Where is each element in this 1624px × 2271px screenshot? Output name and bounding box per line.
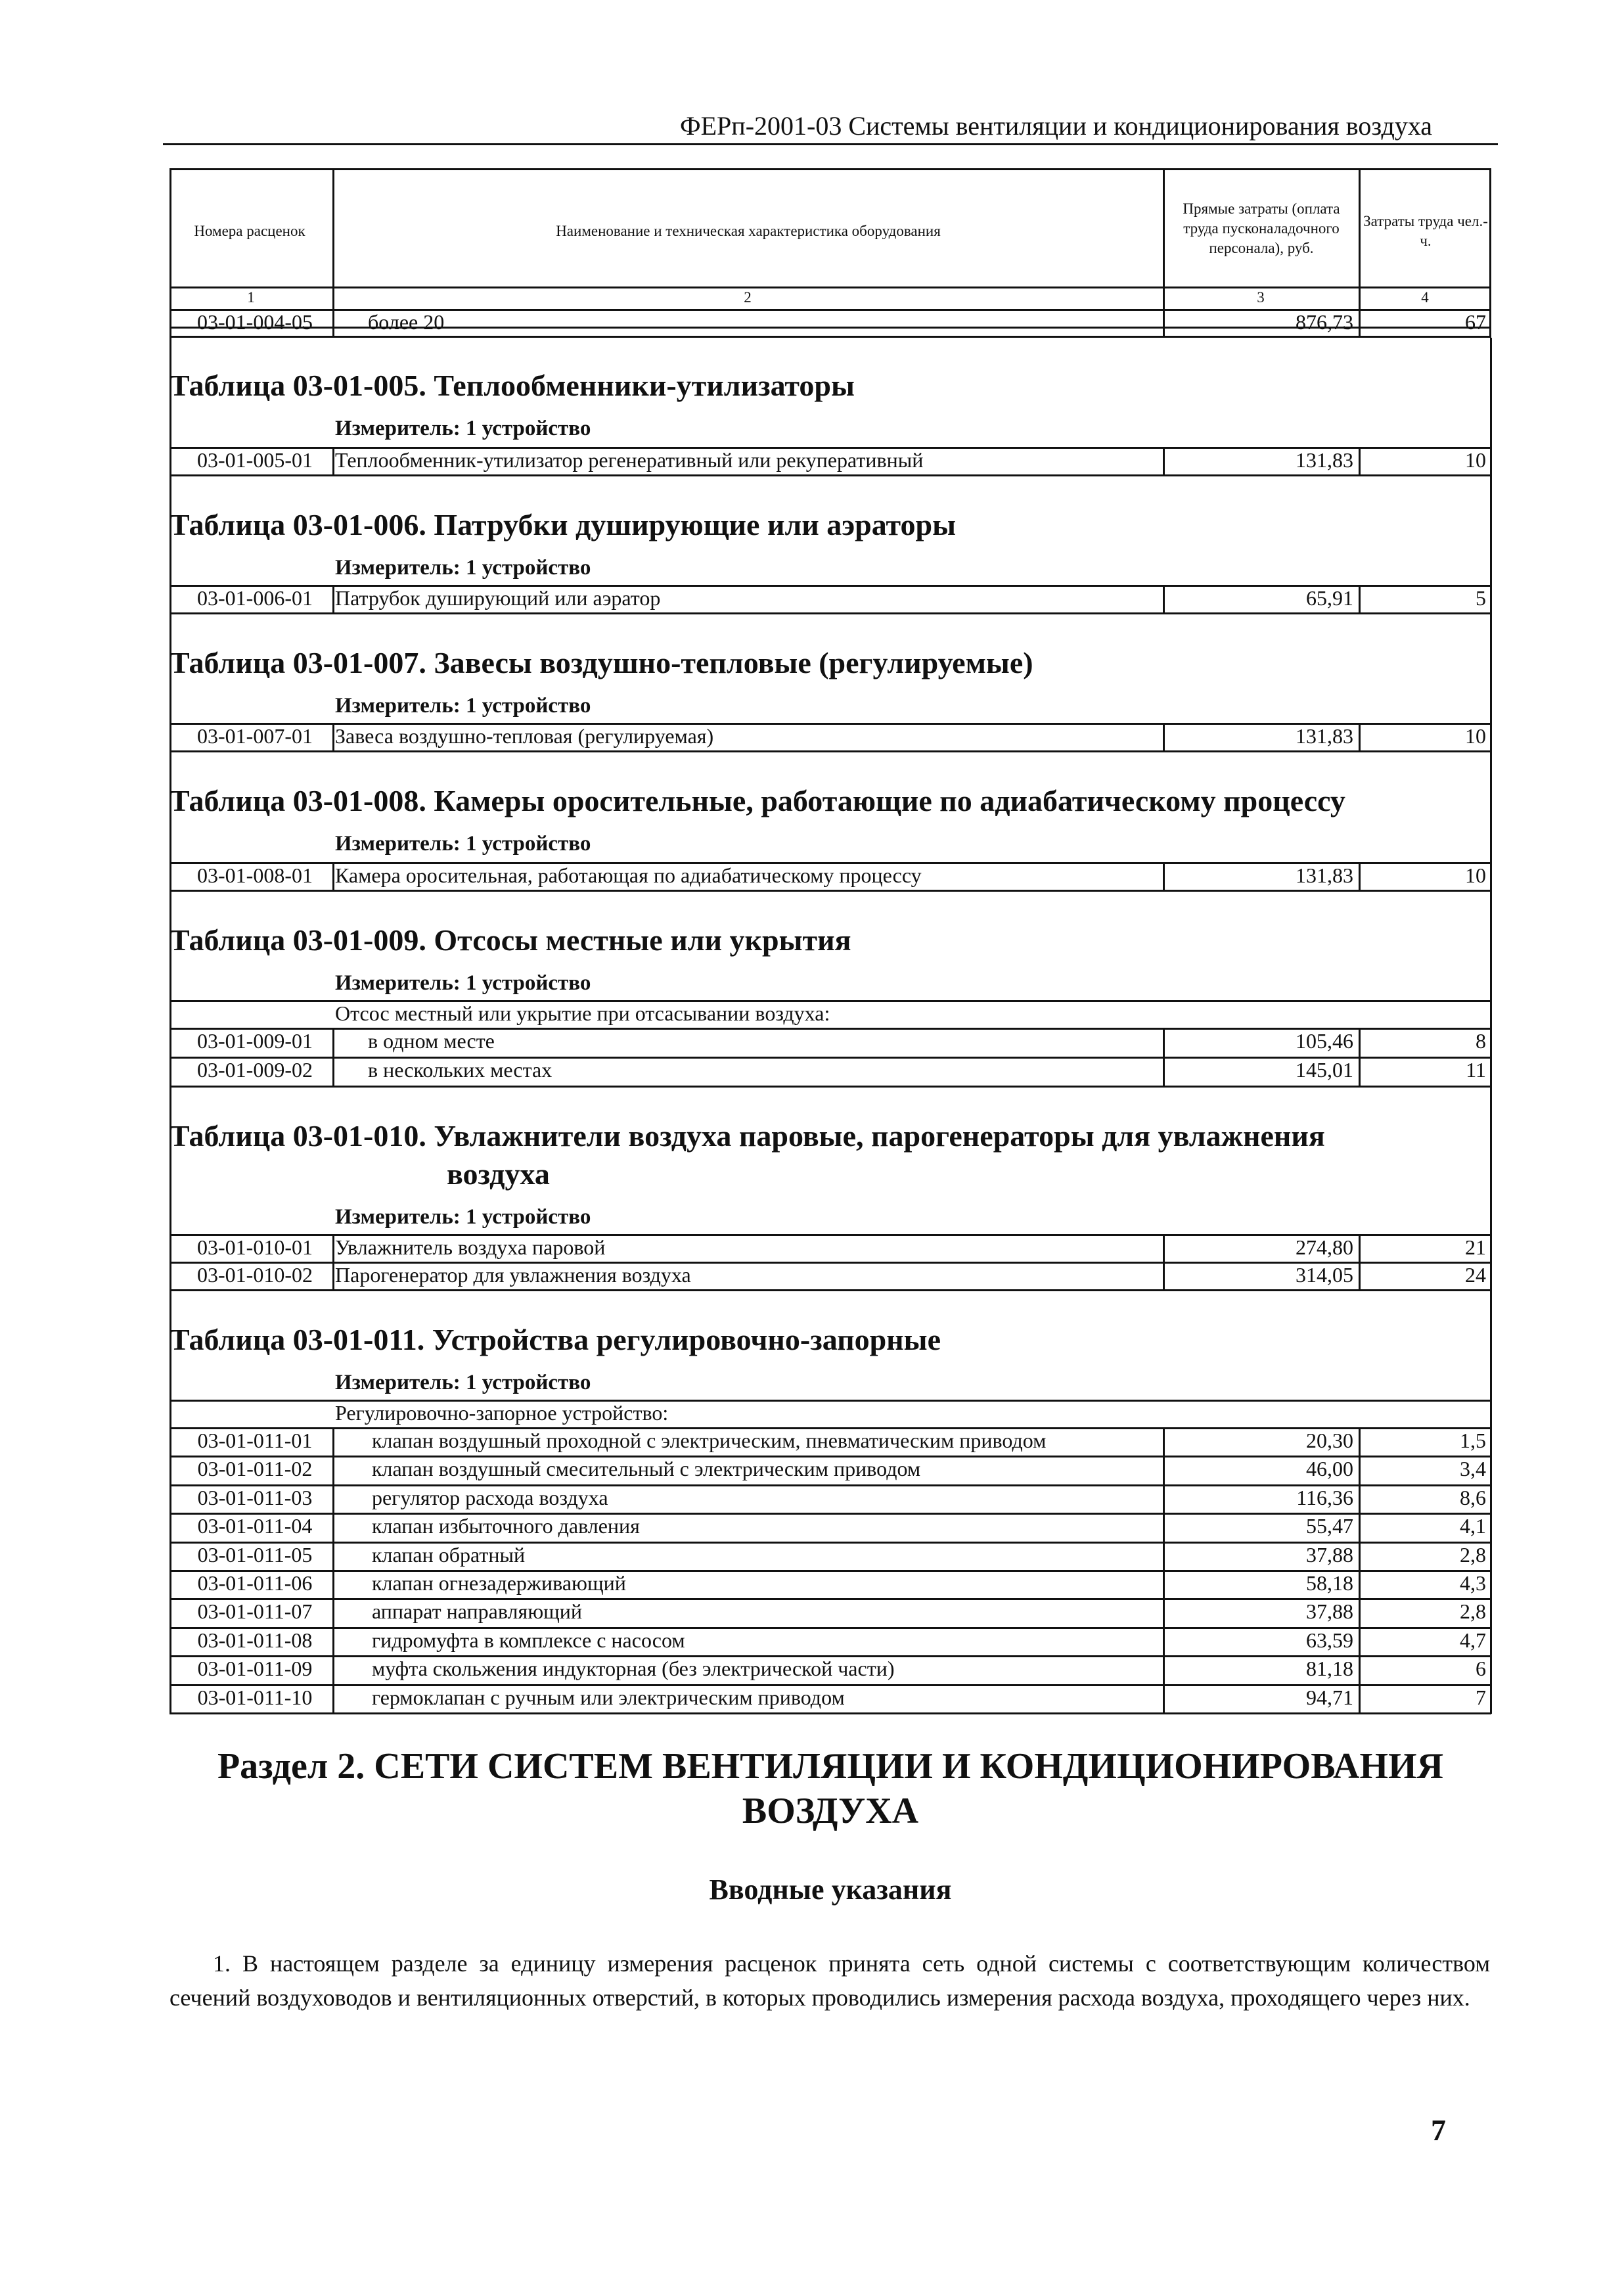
table-title-009: Таблица 03-01-009. Отсосы местные или укрытия bbox=[169, 923, 851, 957]
unit-011: Измеритель: 1 устройство bbox=[335, 1371, 591, 1394]
table-title-007: Таблица 03-01-007. Завесы воздушно-тепловые (регулируемые) bbox=[169, 646, 1033, 679]
row-cost: 20,30 bbox=[1306, 1429, 1353, 1452]
unit-010: Измеритель: 1 устройство bbox=[335, 1205, 591, 1229]
section-title-line2: ВОЗДУХА bbox=[742, 1791, 919, 1831]
row-labor: 10 bbox=[1465, 448, 1486, 472]
table-title-008: Таблица 03-01-008. Камеры оросительные, работающие по адиабатическому процессу bbox=[169, 784, 1345, 817]
table-row bbox=[0, 1684, 1624, 1713]
row-labor: 11 bbox=[1466, 1058, 1486, 1082]
row-labor: 6 bbox=[1476, 1657, 1486, 1680]
group-label-011: Регулировочно-запорное устройство: bbox=[335, 1401, 669, 1425]
row-code: 03-01-011-08 bbox=[197, 1628, 313, 1652]
table-row bbox=[0, 585, 1624, 614]
row-cost: 81,18 bbox=[1306, 1657, 1353, 1680]
table-row bbox=[0, 309, 1624, 338]
row-cost: 58,18 bbox=[1306, 1571, 1353, 1595]
row-labor: 10 bbox=[1465, 863, 1486, 887]
row-cost: 116,36 bbox=[1296, 1486, 1353, 1509]
header-rule bbox=[163, 143, 1498, 145]
row-labor: 4,3 bbox=[1460, 1571, 1486, 1595]
row-code: 03-01-006-01 bbox=[197, 586, 313, 610]
row-cost: 131,83 bbox=[1296, 724, 1353, 748]
row-cost: 145,01 bbox=[1296, 1058, 1353, 1082]
header-divider bbox=[169, 287, 1491, 288]
row-code: 03-01-011-04 bbox=[197, 1514, 313, 1538]
row-labor: 2,8 bbox=[1460, 1599, 1486, 1623]
row-cost: 65,91 bbox=[1306, 586, 1353, 610]
row-labor: 4,7 bbox=[1460, 1628, 1486, 1652]
row-name: регулятор расхода воздуха bbox=[372, 1486, 608, 1509]
table-row bbox=[0, 723, 1624, 752]
table-row bbox=[0, 1655, 1624, 1684]
row-cost: 105,46 bbox=[1296, 1029, 1353, 1053]
row-labor: 3,4 bbox=[1460, 1457, 1486, 1480]
unit-005: Измеритель: 1 устройство bbox=[335, 417, 591, 440]
row-code: 03-01-011-03 bbox=[197, 1486, 313, 1509]
table-row bbox=[0, 1570, 1624, 1599]
table-title-010-line1: Таблица 03-01-010. Увлажнители воздуха паровые, парогенераторы для увлажнения bbox=[169, 1119, 1325, 1153]
row-cost: 131,83 bbox=[1296, 448, 1353, 472]
table-row bbox=[0, 1234, 1624, 1263]
row-code: 03-01-008-01 bbox=[197, 863, 313, 887]
row-name: Теплообменник-утилизатор регенеративный или рекуперативный bbox=[335, 448, 924, 472]
table-title-011: Таблица 03-01-011. Устройства регулировочно-запорные bbox=[169, 1323, 941, 1356]
row-code: 03-01-009-02 bbox=[197, 1058, 313, 1082]
row-cost: 37,88 bbox=[1306, 1599, 1353, 1623]
table-row bbox=[0, 1542, 1624, 1571]
row-name: клапан избыточного давления bbox=[372, 1514, 640, 1538]
row-labor: 1,5 bbox=[1460, 1429, 1486, 1452]
row-code: 03-01-007-01 bbox=[197, 724, 313, 748]
row-cost: 131,83 bbox=[1296, 863, 1353, 887]
row-name: клапан огнезадерживающий bbox=[372, 1571, 626, 1595]
colnum-3: 3 bbox=[1257, 289, 1265, 306]
row-labor: 8 bbox=[1476, 1029, 1486, 1053]
table-title-006: Таблица 03-01-006. Патрубки душирующие или аэраторы bbox=[169, 508, 957, 541]
row-cost: 314,05 bbox=[1296, 1263, 1353, 1287]
row-name: клапан обратный bbox=[372, 1543, 526, 1567]
row-name: Патрубок душирующий или аэратор bbox=[335, 586, 661, 610]
table-row bbox=[0, 1057, 1624, 1086]
page-number: 7 bbox=[1431, 2113, 1446, 2147]
colnum-4: 4 bbox=[1421, 289, 1429, 306]
row-labor: 7 bbox=[1476, 1686, 1486, 1709]
row-cost: 37,88 bbox=[1306, 1543, 1353, 1567]
table-row bbox=[0, 862, 1624, 891]
row-rule bbox=[169, 1086, 1491, 1088]
row-code: 03-01-005-01 bbox=[197, 448, 313, 472]
row-name: более 20 bbox=[368, 310, 445, 334]
header-col1: Номера расценок bbox=[194, 223, 305, 240]
row-name: гермоклапан с ручным или электрическим приводом bbox=[372, 1686, 845, 1709]
row-code: 03-01-011-01 bbox=[197, 1429, 313, 1452]
header-col3: Прямые затраты (оплата труда пусконаладочного персонала), руб. bbox=[1183, 200, 1340, 256]
colnum-1: 1 bbox=[247, 289, 255, 306]
row-cost: 46,00 bbox=[1306, 1457, 1353, 1480]
group-label-009: Отсос местный или укрытие при отсасывании воздуха: bbox=[335, 1001, 830, 1025]
row-code: 03-01-011-09 bbox=[197, 1657, 313, 1680]
table-row bbox=[0, 1513, 1624, 1542]
row-name: Камера оросительная, работающая по адиабатическому процессу bbox=[335, 863, 922, 887]
table-row bbox=[0, 1456, 1624, 1484]
header-col2: Наименование и техническая характеристика оборудования bbox=[556, 223, 941, 240]
row-name: гидромуфта в комплексе с насосом bbox=[372, 1628, 685, 1652]
table-row bbox=[0, 1484, 1624, 1513]
row-code: 03-01-010-01 bbox=[197, 1235, 313, 1259]
row-labor: 21 bbox=[1465, 1235, 1486, 1259]
section-title-line1: Раздел 2. СЕТИ СИСТЕМ ВЕНТИЛЯЦИИ И КОНДИЦИОНИРОВАНИЯ bbox=[217, 1746, 1444, 1787]
row-name: Увлажнитель воздуха паровой bbox=[335, 1235, 606, 1259]
row-name: аппарат направляющий bbox=[372, 1599, 582, 1623]
row-labor: 24 bbox=[1465, 1263, 1486, 1287]
table-title-005: Таблица 03-01-005. Теплообменники-утилизаторы bbox=[169, 369, 855, 402]
row-cost: 55,47 bbox=[1306, 1514, 1353, 1538]
row-code: 03-01-004-05 bbox=[197, 310, 313, 334]
table-row bbox=[0, 1598, 1624, 1627]
row-name: муфта скольжения индукторная (без электрической части) bbox=[372, 1657, 895, 1680]
colnum-2: 2 bbox=[744, 289, 752, 306]
row-cost: 876,73 bbox=[1296, 310, 1353, 334]
row-code: 03-01-011-10 bbox=[197, 1686, 313, 1709]
intro-paragraph: 1. В настоящем разделе за единицу измерения расценок принята сеть одной системы с соответствующим количеством сечений воздуховодов и вентиляционных отверстий, в которых проводились измерения расхода воздуха, проходящего через них. bbox=[169, 1950, 1490, 2011]
row-labor: 4,1 bbox=[1460, 1514, 1486, 1538]
row-code: 03-01-011-05 bbox=[197, 1543, 313, 1567]
running-header: ФЕРп-2001-03 Системы вентиляции и кондиционирования воздуха bbox=[680, 111, 1433, 141]
table-row bbox=[0, 1627, 1624, 1656]
row-labor: 5 bbox=[1476, 586, 1486, 610]
row-name: Завеса воздушно-тепловая (регулируемая) bbox=[335, 724, 714, 748]
unit-009: Измеритель: 1 устройство bbox=[335, 971, 591, 995]
row-code: 03-01-009-01 bbox=[197, 1029, 313, 1053]
unit-008: Измеритель: 1 устройство bbox=[335, 832, 591, 856]
intro-title: Вводные указания bbox=[709, 1873, 952, 1906]
row-cost: 274,80 bbox=[1296, 1235, 1353, 1259]
row-name: клапан воздушный смесительный с электрическим приводом bbox=[372, 1457, 921, 1480]
table-row bbox=[0, 1427, 1624, 1456]
row-code: 03-01-011-06 bbox=[197, 1571, 313, 1595]
row-name: в одном месте bbox=[368, 1029, 495, 1053]
row-name: в нескольких местах bbox=[368, 1058, 553, 1082]
unit-007: Измеритель: 1 устройство bbox=[335, 694, 591, 718]
table-row bbox=[0, 1028, 1624, 1057]
row-code: 03-01-010-02 bbox=[197, 1263, 313, 1287]
header-col4: Затраты труда чел.-ч. bbox=[1363, 213, 1488, 249]
row-labor: 2,8 bbox=[1460, 1543, 1486, 1567]
row-name: Парогенератор для увлажнения воздуха bbox=[335, 1263, 691, 1287]
row-labor: 10 bbox=[1465, 724, 1486, 748]
row-code: 03-01-011-07 bbox=[197, 1599, 313, 1623]
row-name: клапан воздушный проходной с электрическим, пневматическим приводом bbox=[372, 1429, 1047, 1452]
table-row bbox=[0, 1262, 1624, 1291]
row-code: 03-01-011-02 bbox=[197, 1457, 313, 1480]
row-labor: 67 bbox=[1465, 310, 1486, 334]
table-bottom-rule bbox=[169, 1712, 1491, 1714]
row-cost: 94,71 bbox=[1306, 1686, 1353, 1709]
table-row bbox=[0, 447, 1624, 476]
table-title-010-line2: воздуха bbox=[447, 1157, 550, 1191]
row-labor: 8,6 bbox=[1460, 1486, 1486, 1509]
unit-006: Измеритель: 1 устройство bbox=[335, 556, 591, 580]
row-cost: 63,59 bbox=[1306, 1628, 1353, 1652]
